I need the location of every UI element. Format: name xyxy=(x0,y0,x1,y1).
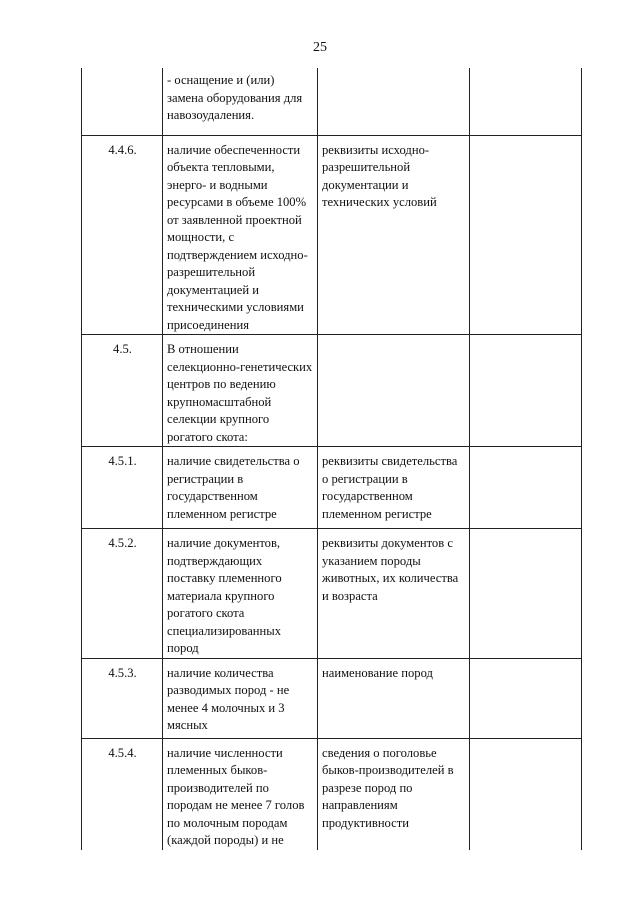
item-number xyxy=(82,68,163,135)
criterion-text-line: государственном xyxy=(167,489,258,503)
criterion-text-line: объекта тепловыми, xyxy=(167,160,275,174)
criterion-text-line: племенных быков- xyxy=(167,763,268,777)
criterion-text-line: регистрации в xyxy=(167,471,244,486)
criterion-text-line: наличие документов, xyxy=(167,536,281,550)
criterion-text-line: разводимых пород - не xyxy=(167,683,290,697)
documents-cell xyxy=(318,135,470,335)
empty-cell xyxy=(470,447,582,529)
documents-cell xyxy=(318,68,470,135)
empty-cell xyxy=(470,529,582,659)
documents-cell xyxy=(318,335,470,447)
empty-cell xyxy=(470,135,582,335)
criterion-text-line: (каждой породы) и не xyxy=(167,833,284,847)
criterion-cell xyxy=(163,135,318,335)
documents-text-line: о регистрации в xyxy=(322,471,408,486)
criterion-text-line: замена оборудования для xyxy=(167,90,303,105)
criterion-text-line: рогатого скота xyxy=(167,606,245,620)
criterion-text-line: наличие количества xyxy=(167,665,274,680)
documents-cell xyxy=(318,529,470,659)
documents-text-line: государственном xyxy=(322,489,413,503)
documents-text-line: быков-производителей в xyxy=(322,763,454,777)
documents-text-line: реквизиты свидетельства xyxy=(322,454,458,468)
documents-text-line: животных, их количества xyxy=(322,571,459,585)
criterion-text-line: наличие численности xyxy=(167,745,283,760)
page-number: 25 xyxy=(313,40,327,55)
documents-text-line: разрешительной xyxy=(322,160,411,174)
criterion-cell xyxy=(163,529,318,659)
table-row xyxy=(82,529,582,659)
item-number: 4.4.6. xyxy=(82,135,163,335)
criterion-cell xyxy=(163,68,318,135)
criterion-text-line: навозоудаления. xyxy=(167,108,255,122)
empty-cell xyxy=(470,335,582,447)
documents-text-line: наименование пород xyxy=(322,665,433,680)
table-row xyxy=(82,658,582,738)
documents-text-line: направлениям xyxy=(322,798,398,812)
criterion-cell xyxy=(163,738,318,850)
table-row xyxy=(82,447,582,529)
criterion-text-line: крупномасштабной xyxy=(167,394,272,409)
documents-cell xyxy=(318,738,470,850)
documents-text-line: продуктивности xyxy=(322,815,410,830)
documents-text-line: сведения о поголовье xyxy=(322,745,437,760)
criterion-text-line: наличие обеспеченности xyxy=(167,142,301,157)
criterion-text-line: материала крупного xyxy=(167,588,275,603)
criterion-text-line: племенном регистре xyxy=(167,506,277,521)
criterion-text-line: документацией и xyxy=(167,282,260,297)
criterion-text-line: по молочным породам xyxy=(167,815,288,830)
item-number: 4.5.2. xyxy=(82,529,163,659)
empty-cell xyxy=(470,658,582,738)
criterion-cell xyxy=(163,447,318,529)
empty-cell xyxy=(470,738,582,850)
criterion-text-line: энерго- и водными xyxy=(167,177,268,192)
documents-text-line: реквизиты исходно- xyxy=(322,142,430,157)
item-number: 4.5.3. xyxy=(82,658,163,738)
item-number: 4.5.1. xyxy=(82,447,163,529)
criterion-text-line: специализированных xyxy=(167,623,282,638)
criterion-cell xyxy=(163,335,318,447)
criterion-text-line: селекции крупного xyxy=(167,412,270,426)
criterion-text-line: рогатого скота: xyxy=(167,429,248,444)
criterion-text-line: мясных xyxy=(167,718,208,732)
criteria-table xyxy=(81,68,582,850)
documents-text-line: реквизиты документов с xyxy=(322,536,453,550)
empty-cell xyxy=(470,68,582,135)
criterion-text-line: наличие свидетельства о xyxy=(167,454,300,468)
documents-text-line: разрезе пород по xyxy=(322,780,413,795)
documents-text-line: указанием породы xyxy=(322,553,421,568)
criterion-text-line: мощности, с xyxy=(167,230,235,244)
criterion-text-line: центров по ведению xyxy=(167,377,276,391)
criterion-text-line: породам не менее 7 голов xyxy=(167,798,305,812)
documents-cell xyxy=(318,658,470,738)
criterion-text-line: производителей по xyxy=(167,780,269,795)
criterion-text-line: поставку племенного xyxy=(167,571,282,585)
criterion-text-line: В отношении xyxy=(167,342,239,356)
item-number: 4.5. xyxy=(82,335,163,447)
criterion-text-line: подтверждением исходно- xyxy=(167,247,308,262)
table-row xyxy=(82,335,582,447)
criterion-text-line: ресурсами в объеме 100% xyxy=(167,195,307,209)
item-number: 4.5.4. xyxy=(82,738,163,850)
criterion-text-line: - оснащение и (или) xyxy=(167,73,275,87)
criterion-text-line: техническими условиями xyxy=(167,300,304,314)
criterion-text-line: от заявленной проектной xyxy=(167,212,302,227)
criterion-cell xyxy=(163,658,318,738)
criterion-text-line: селекционно-генетических xyxy=(167,359,313,374)
documents-text-line: документации и xyxy=(322,177,409,192)
table-row xyxy=(82,68,582,135)
criterion-text-line: разрешительной xyxy=(167,265,256,279)
documents-cell xyxy=(318,447,470,529)
documents-text-line: технических условий xyxy=(322,195,437,209)
criterion-text-line: пород xyxy=(167,641,199,655)
criterion-text-line: присоединения xyxy=(167,317,249,332)
table-row xyxy=(82,135,582,335)
table-row xyxy=(82,738,582,850)
documents-text-line: и возраста xyxy=(322,588,378,603)
criterion-text-line: подтверждающих xyxy=(167,553,263,568)
documents-text-line: племенном регистре xyxy=(322,506,432,521)
criterion-text-line: менее 4 молочных и 3 xyxy=(167,700,285,715)
